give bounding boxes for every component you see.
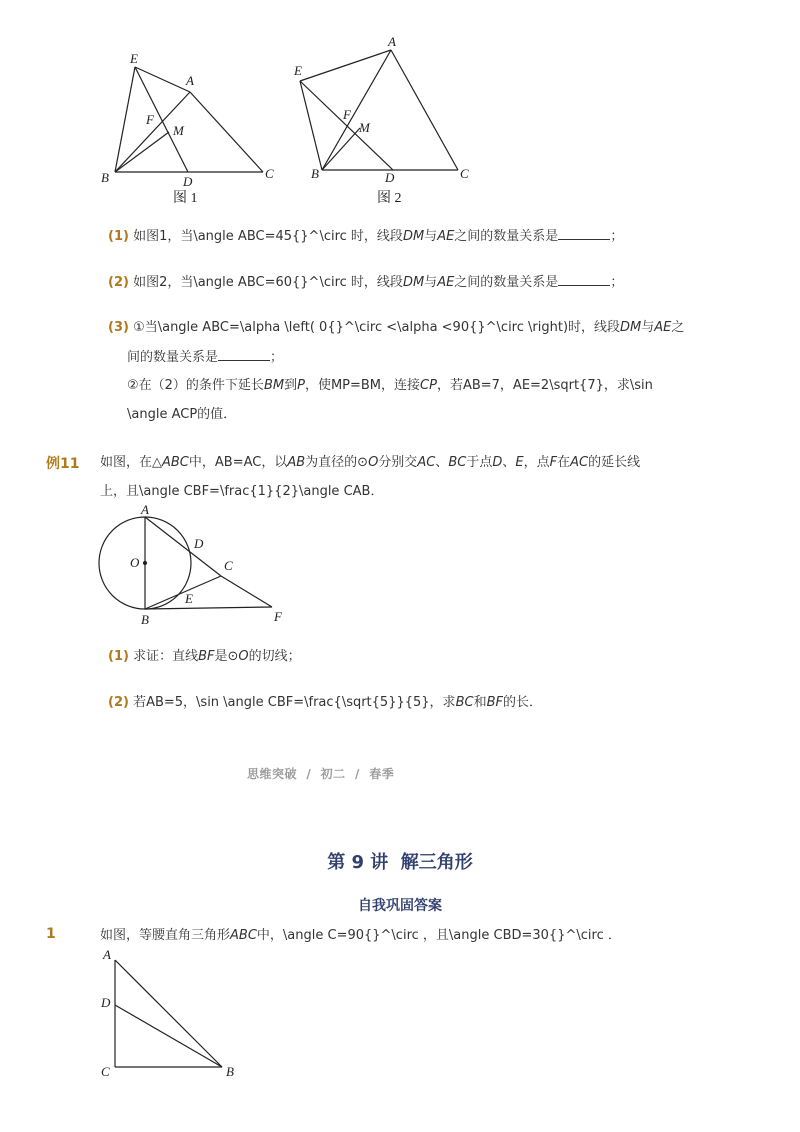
text: 之: [671, 320, 685, 335]
question-number: (1): [108, 649, 129, 664]
text: 中，\angle C=90{}^\circ ，且\angle CBD=30{}^\circ ．: [256, 928, 621, 943]
text: ，若AB=7，AE=2\sqrt{7}，求\sin: [436, 378, 653, 393]
text: 于点: [466, 455, 493, 470]
segment-cf: [221, 576, 272, 607]
text: 上，且\angle CBF=\frac{1}{2}\angle CAB．: [100, 484, 384, 499]
text: 、: [502, 455, 516, 470]
example-11-question-2: [108, 694, 542, 712]
math-var: O: [368, 455, 379, 470]
math-var: BF: [486, 695, 503, 710]
point-label: A: [141, 502, 149, 517]
text: ②在（2）的条件下延长: [127, 378, 264, 393]
question-number: (3): [108, 320, 129, 335]
question-number: (2): [108, 275, 129, 290]
text: 、: [435, 455, 449, 470]
lecture-figure: [95, 945, 245, 1080]
math-var: DM: [402, 275, 425, 290]
math-var: F: [549, 455, 558, 470]
segment-ea: [135, 67, 190, 92]
point-label: A: [186, 73, 194, 88]
figure-1-caption: 图 1: [173, 191, 198, 206]
segment-bf: [145, 607, 272, 609]
segment-eb: [300, 81, 322, 170]
point-label: B: [226, 1064, 234, 1079]
text: \angle ACP的值．: [127, 407, 237, 422]
math-var: AE: [654, 320, 672, 335]
lecture-subtitle: 自我巩固答案: [358, 898, 442, 914]
text: ，使MP=BM，连接: [304, 378, 421, 393]
answer-blank: [218, 348, 270, 361]
example-11-line-1: [100, 454, 640, 472]
text: 为直径的⊙: [305, 455, 369, 470]
math-var: BM: [263, 378, 285, 393]
text: 间的数量关系是: [127, 350, 219, 365]
segment-ed: [135, 67, 188, 172]
example-11-question-1: [108, 648, 301, 666]
segment-ab: [322, 50, 391, 170]
math-var: AE: [437, 229, 455, 244]
segment-bm: [322, 128, 360, 170]
math-var: DM: [620, 320, 642, 335]
text: 如图，等腰直角三角形: [100, 928, 231, 943]
point-label: D: [385, 170, 395, 185]
text: 的切线；: [248, 649, 301, 664]
text: ；: [610, 229, 624, 244]
point-label: F: [343, 107, 351, 122]
math-var: P: [297, 378, 305, 393]
text: 与: [424, 275, 438, 290]
point-label: D: [183, 174, 193, 189]
math-var: AC: [417, 455, 436, 470]
segment-ea: [300, 50, 391, 81]
point-label: E: [185, 591, 193, 606]
text: 若AB=5，\sin \angle CBF=\frac{\sqrt{5}}{5}，求: [128, 695, 456, 710]
text: 的延长线: [588, 455, 641, 470]
math-var: D: [492, 455, 503, 470]
text: ；: [270, 350, 284, 365]
question-number: (2): [108, 695, 129, 710]
point-label: O: [130, 555, 140, 570]
question-3-line-4: [127, 406, 236, 424]
point-label: B: [311, 166, 319, 181]
text: 的长．: [502, 695, 542, 710]
segment-eb: [115, 67, 135, 172]
point-label: A: [388, 35, 396, 49]
math-var: ABC: [230, 928, 257, 943]
text: 之间的数量关系是: [454, 229, 559, 244]
point-label: C: [265, 166, 274, 181]
question-2: [108, 273, 623, 292]
segment-ac: [190, 92, 263, 172]
lecture-problem-1: [100, 927, 621, 945]
point-label: M: [173, 123, 184, 138]
math-var: AB: [287, 455, 306, 470]
question-3-line-1: [108, 319, 684, 337]
example-11-line-2: [100, 483, 383, 501]
figure-1: [95, 45, 285, 190]
text: 是⊙: [214, 649, 239, 664]
text: 在: [557, 455, 571, 470]
point-label: B: [101, 170, 109, 185]
figure-2: [288, 35, 478, 190]
segment-bm: [115, 132, 169, 172]
segment-ab: [115, 960, 222, 1067]
text: ①当\angle ABC=\alpha \left( 0{}^\circ <\alpha <90{}^\circ \right)时，线段: [128, 320, 621, 335]
math-var: CP: [420, 378, 437, 393]
math-var: O: [238, 649, 249, 664]
text: 和: [473, 695, 487, 710]
text: ；: [610, 275, 624, 290]
text: 如图1，当\angle ABC=45{}^\circ 时，线段: [128, 229, 403, 244]
example-label: 例11: [46, 456, 80, 472]
text: ，点: [523, 455, 550, 470]
point-label: A: [103, 947, 111, 962]
point-label: C: [224, 558, 233, 573]
answer-blank: [558, 227, 610, 240]
point-label: B: [141, 612, 149, 627]
text: 到: [284, 378, 298, 393]
lecture-title: 第 9 讲 解三角形: [327, 852, 473, 873]
question-1: [108, 227, 623, 246]
segment-ac: [391, 50, 458, 170]
math-var: AC: [570, 455, 589, 470]
segment-ed: [300, 81, 393, 170]
text: 求证：直线: [128, 649, 199, 664]
math-var: BC: [455, 695, 474, 710]
math-var: DM: [402, 229, 425, 244]
math-var: BF: [198, 649, 215, 664]
text: 之间的数量关系是: [454, 275, 559, 290]
text: 如图2，当\angle ABC=60{}^\circ 时，线段: [128, 275, 403, 290]
point-label: D: [194, 536, 204, 551]
answer-blank: [558, 273, 610, 286]
example-11-figure: [90, 500, 300, 630]
point-label: F: [146, 112, 154, 127]
point-label: M: [359, 120, 370, 135]
text: 与: [424, 229, 438, 244]
text: 中，AB=AC，以: [188, 455, 288, 470]
math-var: AE: [437, 275, 455, 290]
math-var: E: [515, 455, 524, 470]
question-number: (1): [108, 229, 129, 244]
page-footer: 思维突破 / 初二 / 春季: [247, 767, 395, 781]
math-var: ABC: [162, 455, 189, 470]
text: 分别交: [378, 455, 418, 470]
point-label: E: [294, 63, 302, 78]
point-label: C: [101, 1064, 110, 1079]
segment-ac: [145, 517, 221, 576]
text: 如图，在△: [100, 455, 162, 470]
problem-number: 1: [46, 926, 56, 942]
point-label: C: [460, 166, 469, 181]
question-3-line-3: [127, 377, 653, 395]
point-label: E: [130, 51, 138, 66]
figure-2-caption: 图 2: [377, 191, 402, 206]
center-dot: [144, 562, 147, 565]
math-var: BC: [448, 455, 467, 470]
text: 与: [641, 320, 655, 335]
point-label: D: [101, 995, 111, 1010]
segment-bc: [145, 576, 221, 609]
point-label: F: [274, 609, 282, 624]
question-3-line-2: [127, 348, 283, 367]
